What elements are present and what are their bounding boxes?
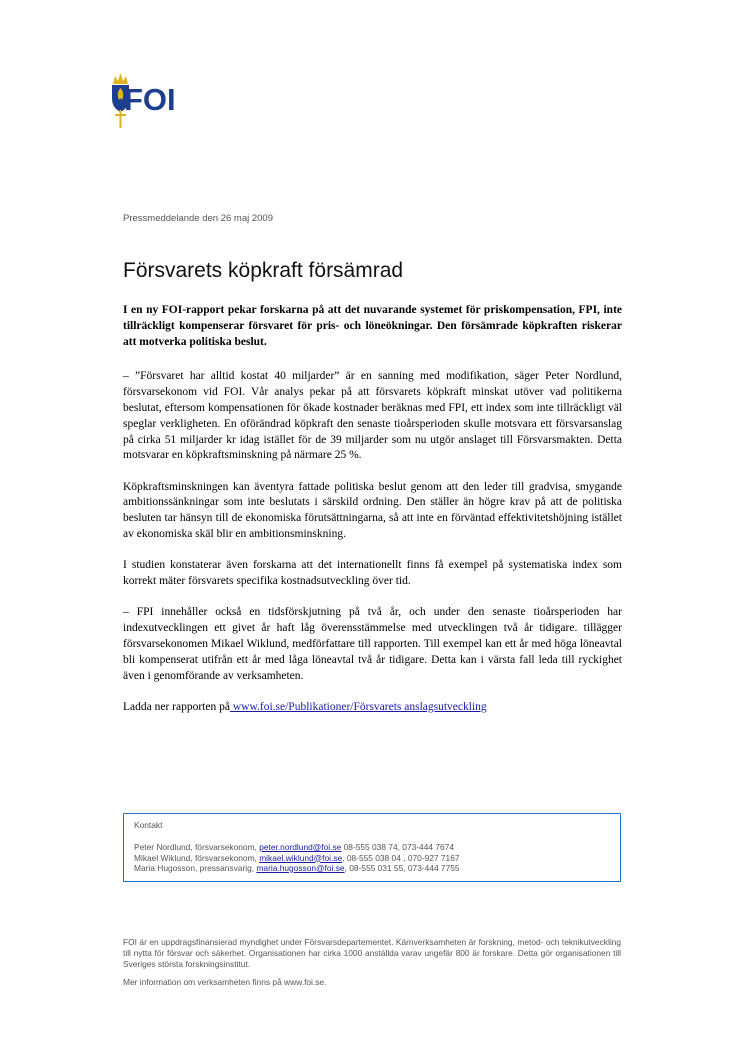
footer-about: FOI är en uppdragsfinansierad myndighet under Försvarsdepartementet. Kärnverksamheten är forskning, metod- och teknikutveckling till nytta för försvar och säkerhet. Organisationen har cirka 1000 anställda varav ungefär 800 är forskare. Detta gör organisationen till Sveriges största forskningsinstitut. (123, 937, 621, 969)
download-report-link[interactable]: www.foi.se/Publikationer/Försvarets anslagsutveckling (229, 700, 487, 713)
contact-row (134, 842, 610, 853)
contact-box (123, 813, 621, 882)
lead-paragraph: I en ny FOI-rapport pekar forskarna på att det nuvarande systemet för priskompensation, FPI, inte tillräckligt kompenserar försvaret för pris- och löneökningar. Den försämrade köpkraften riskerar att motverka politiska beslut. (123, 304, 622, 348)
contact-row (134, 863, 610, 874)
footer-more-info: Mer information om verksamheten finns på www.foi.se. (123, 977, 327, 987)
paragraph-3: I studien konstaterar även forskarna att det internationellt finns få exempel på systematiska index som korrekt mäter försvarets specifika kostnadsutveckling över tid. (123, 559, 622, 588)
contact-name: Maria Hugosson, pressansvarig, (134, 863, 257, 873)
contact-phone: 08-555 038 74, 073-444 7674 (341, 842, 454, 852)
contact-phone: , 08-555 038 04 , 070-927 7167 (342, 852, 460, 863)
contact-email-link[interactable]: peter.nordlund@foi.se (259, 842, 342, 852)
press-release-date: Pressmeddelande den 26 maj 2009 (123, 213, 273, 224)
contact-email-link[interactable]: maria.hugosson@foi.se (256, 863, 345, 873)
article-body (123, 303, 622, 731)
paragraph-1: – ”Försvaret har alltid kostat 40 miljarder” är en sanning med modifikation, säger Peter Nordlund, försvarsekonom vid FOI. Vår analys pekar på att försvarets köpkraft minskat utöver vad politikerna beslutat, eftersom kompensationen för ökade kostnader beräknas med FPI, ett index som inte tillräckligt väl speglar verkligheten. En oförändrad köpkraft den senaste tioårsperioden skulle motsvara ett försvarsanslag på cirka 51 miljarder kr idag istället för de 39 miljarder som nu utgör anslaget till Försvarsmakten. Detta motsvarar en köpkraftsminskning på närmare 25 %. (123, 370, 622, 462)
logo-text: FOI (124, 82, 176, 117)
contact-name: Mikael Wiklund, försvarsekonom, (134, 852, 260, 863)
paragraph-2: Köpkraftsminskningen kan äventyra fattade politiska beslut genom att den leder till gradvisa, smygande ambitionssänkningar som inte beslutats i särskild ordning. Den ställer än högre krav på att de politiska besluten tar hänsyn till de ekonomiska förutsättningarna, så att inte en förväntad effektivitetshöjning istället av ekonomiska skäl blir en ambitionsminskning. (123, 480, 622, 541)
download-paragraph (123, 700, 622, 716)
contact-row (134, 853, 610, 864)
page-title: Försvarets köpkraft försämrad (123, 259, 404, 282)
contact-heading: Kontakt (134, 820, 163, 830)
contact-name: Peter Nordlund, försvarsekonom, (134, 842, 260, 852)
paragraph-4: – FPI innehåller också en tidsförskjutning på två år, och under den senaste tioårsperioden har indexutvecklingen ett givet år haft låg överensstämmelse med utvecklingen två år tidigare. tillägger försvarsekonomen Mikael Wiklund, medförfattare till rapporten. Till exempel kan ett år med höga löneavtal bli kompenserat utifrån ett år med låga löneavtal två år tidigare. Detta kan i värsta fall leda till ryckighet även i genomförande av verksamheten. (123, 606, 622, 682)
download-prefix: Ladda ner rapporten på (123, 700, 230, 713)
contact-email-link[interactable]: mikael.wiklund@foi.se (259, 852, 343, 863)
contact-phone: , 08-555 031 55, 073-444 7755 (344, 863, 460, 873)
